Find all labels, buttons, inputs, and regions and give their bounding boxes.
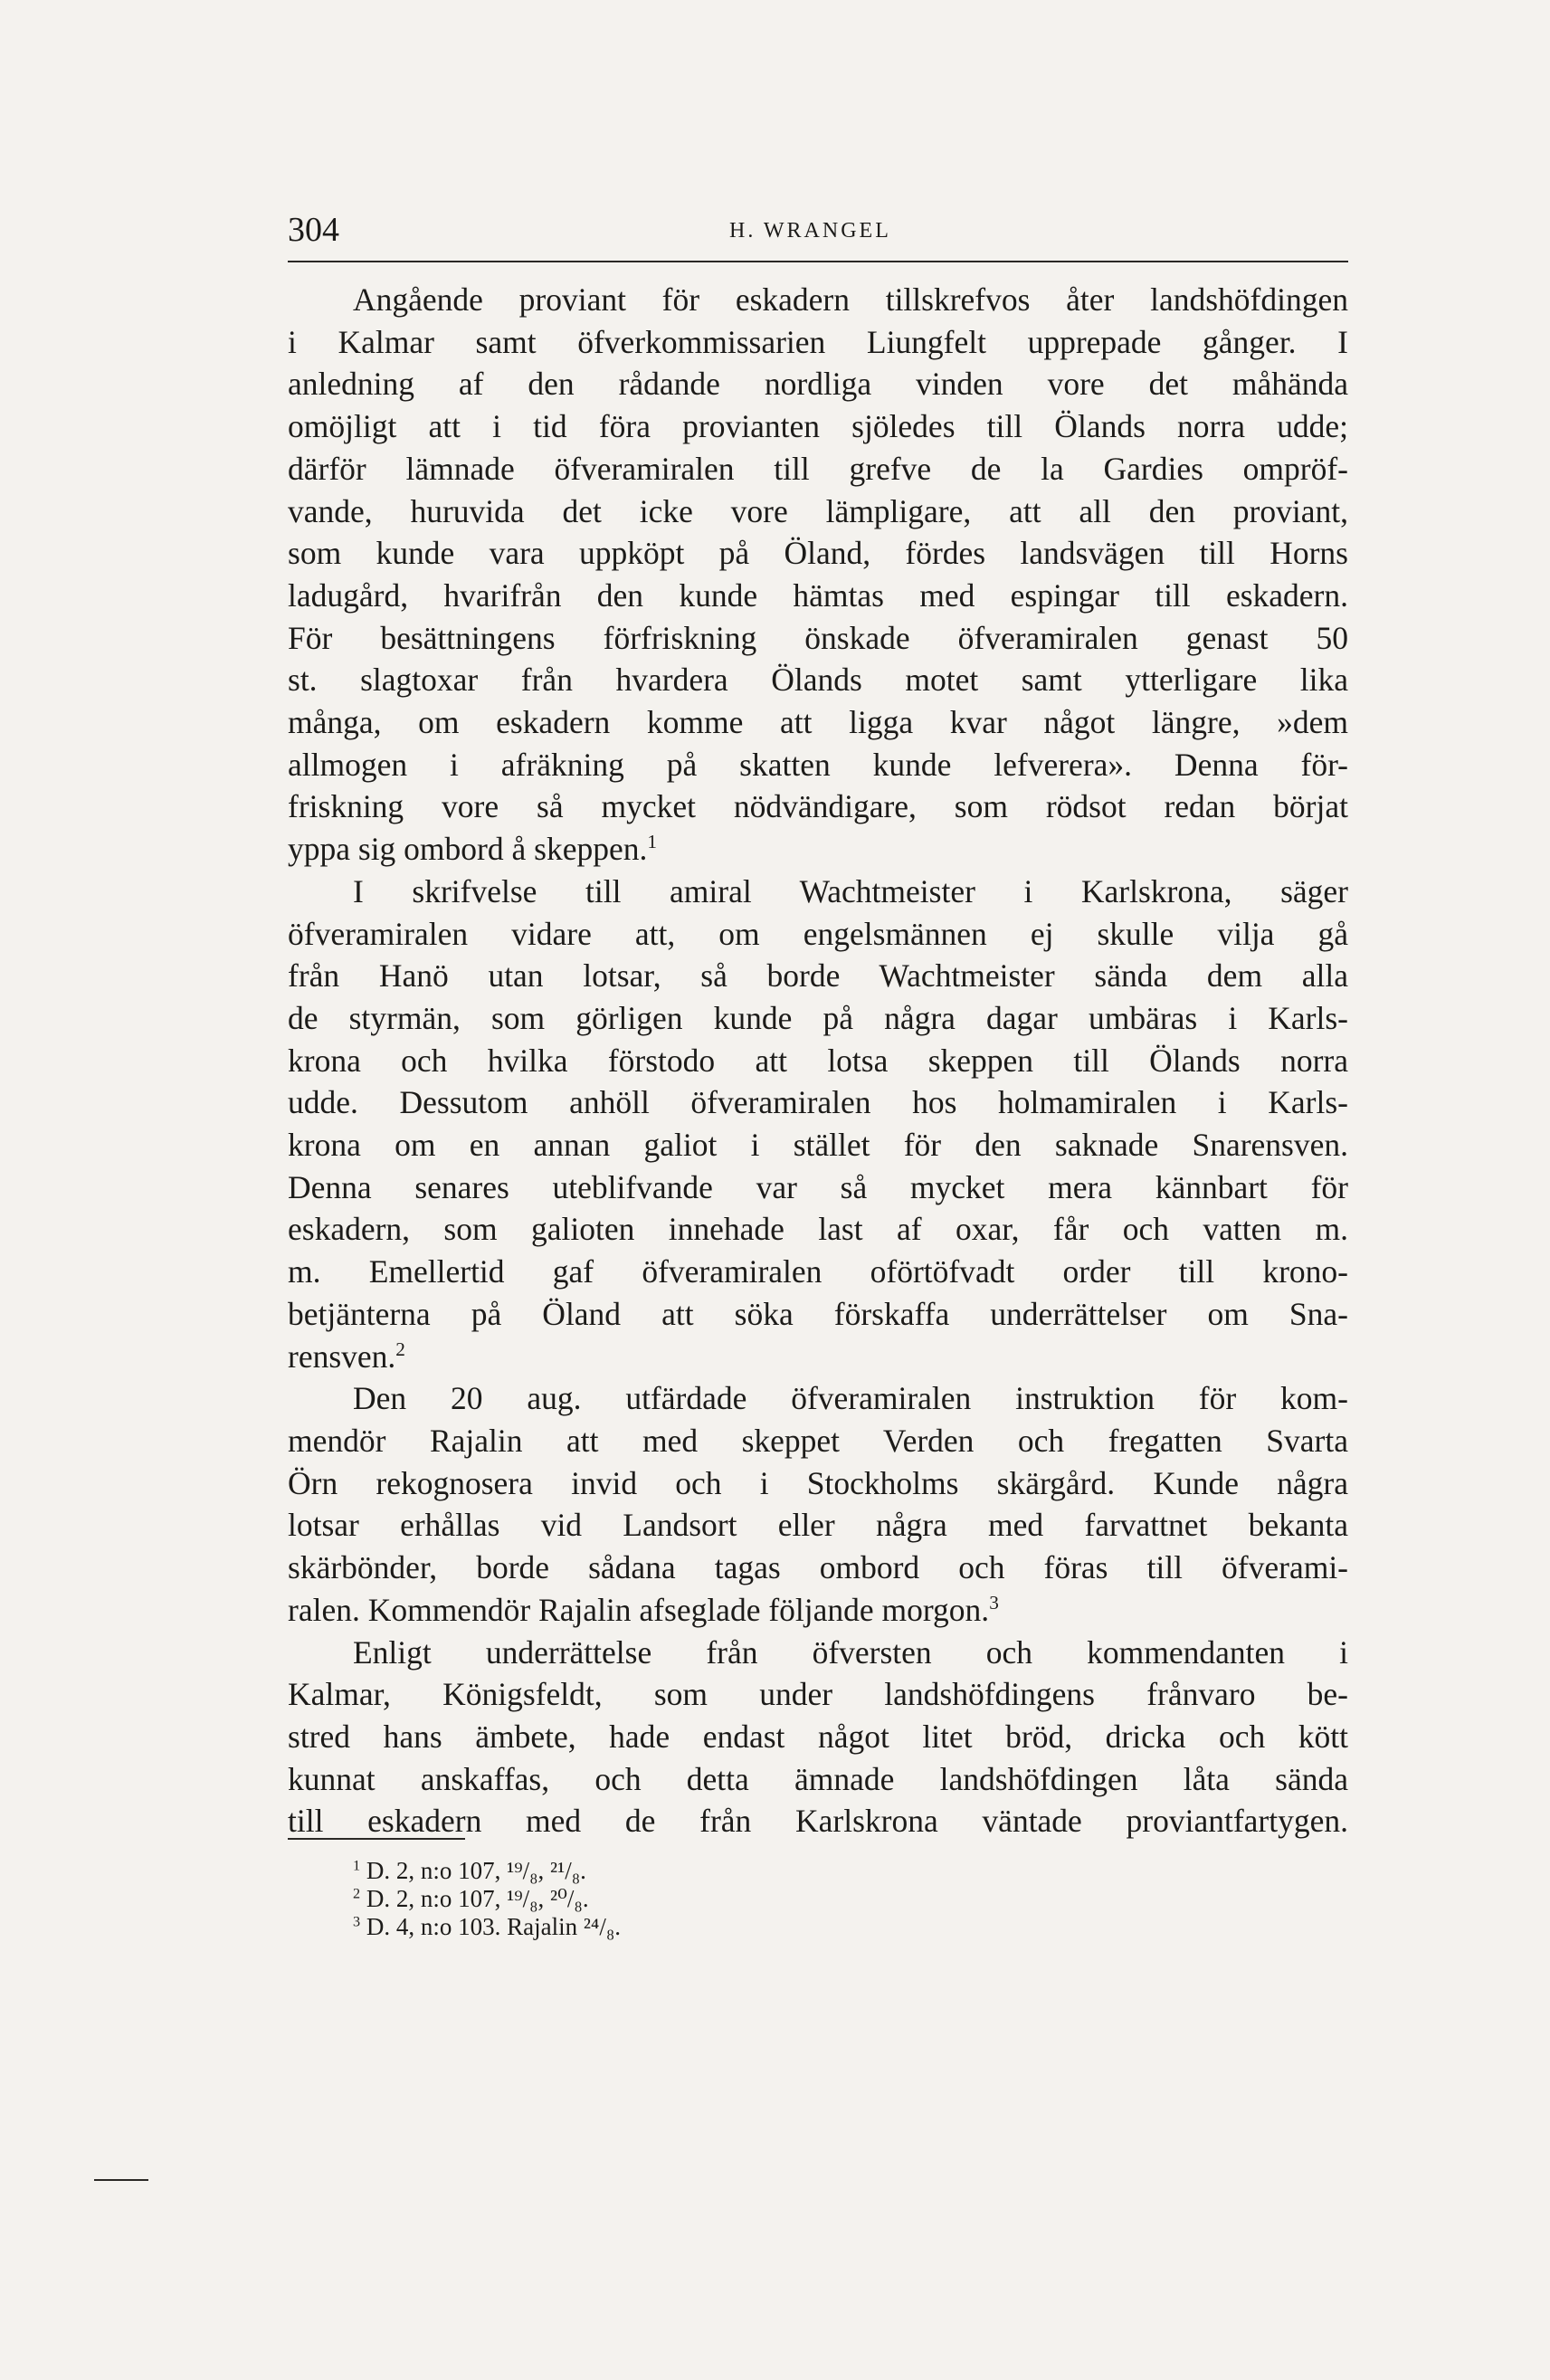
body-line xyxy=(288,1504,1348,1547)
body-line-text: många, om eskadern komme att ligga kvar något längre, »dem xyxy=(288,704,1348,741)
body-line-text: öfveramiralen vidare att, om engelsmännen ej skulle vilja gå xyxy=(288,915,1348,952)
body-line-text: yppa sig ombord å skeppen. xyxy=(288,831,648,868)
body-line xyxy=(288,1124,1348,1166)
body-line xyxy=(288,279,1348,321)
body-line xyxy=(288,1208,1348,1251)
footnote-rule xyxy=(288,1838,465,1840)
footnote-mark: 3 xyxy=(353,1913,361,1930)
body-line-text: För besättningens förfriskning önskade öfveramiralen genast 50 xyxy=(288,619,1348,656)
body-line-text: Kalmar, Königsfeldt, som under landshöfdingens frånvaro be- xyxy=(288,1676,1348,1713)
body-line xyxy=(288,1462,1348,1505)
body-line xyxy=(288,1673,1348,1716)
body-line xyxy=(288,575,1348,617)
body-line-text: lotsar erhållas vid Landsort eller några med farvattnet bekanta xyxy=(288,1507,1348,1544)
footnotes xyxy=(353,1857,986,1941)
body-line-text: st. slagtoxar från hvardera Ölands motet samt ytterligare lika xyxy=(288,662,1348,699)
body-line xyxy=(288,1377,1348,1420)
body-line xyxy=(288,321,1348,364)
body-line xyxy=(288,701,1348,744)
body-line xyxy=(288,871,1348,913)
footnote-reference: 3 xyxy=(989,1592,999,1614)
body-line-text: de styrmän, som görligen kunde på några dagar umbäras i Karls- xyxy=(288,999,1348,1036)
body-line xyxy=(288,1589,1348,1632)
body-line-text: krona och hvilka förstodo att lotsa skeppen till Ölands norra xyxy=(288,1042,1348,1079)
body-line xyxy=(288,785,1348,828)
body-line-text: omöjligt att i tid föra provianten sjöledes till Ölands norra udde; xyxy=(288,408,1348,445)
body-line xyxy=(288,913,1348,956)
body-line xyxy=(288,448,1348,490)
footnote xyxy=(353,1913,986,1941)
body-line xyxy=(288,1632,1348,1674)
body-line-text: stred hans ämbete, hade endast något litet bröd, dricka och kött xyxy=(288,1718,1348,1755)
body-line xyxy=(288,1547,1348,1589)
body-line-text: udde. Dessutom anhöll öfveramiralen hos holmamiralen i Karls- xyxy=(288,1084,1348,1121)
body-line-text: i Kalmar samt öfverkommissarien Liungfelt upprepade gånger. I xyxy=(288,323,1348,360)
page-number: 304 xyxy=(288,211,339,249)
body-line-text: kunnat anskaffas, och detta ämnade landshöfdingen låta sända xyxy=(288,1760,1348,1797)
body-line-text: som kunde vara uppköpt på Öland, fördes landsvägen till Horns xyxy=(288,535,1348,572)
body-line-text: Angående proviant för eskadern tillskrefvos åter landshöfdingen xyxy=(353,281,1348,318)
body-line-text: från Hanö utan lotsar, så borde Wachtmeister sända dem alla xyxy=(288,957,1348,995)
body-line-text: Den 20 aug. utfärdade öfveramiralen instruktion för kom- xyxy=(353,1380,1348,1417)
footnote-reference: 1 xyxy=(647,831,657,853)
margin-mark xyxy=(94,2179,148,2181)
body-line xyxy=(288,617,1348,660)
header-rule xyxy=(288,261,1348,262)
body-line xyxy=(288,1716,1348,1758)
footnote-mark: 2 xyxy=(353,1885,361,1902)
body-line xyxy=(288,1800,1348,1842)
body-line xyxy=(288,1081,1348,1124)
body-line xyxy=(288,490,1348,533)
footnote-text: D. 2, n:o 107, ¹⁹/₈, ²¹/₈. xyxy=(360,1857,586,1884)
body-line xyxy=(288,532,1348,575)
footnote-text: D. 2, n:o 107, ¹⁹/₈, ²⁰/₈. xyxy=(360,1885,589,1912)
footnote-reference: 2 xyxy=(395,1338,405,1360)
body-line xyxy=(288,1040,1348,1082)
body-line-text: Denna senares uteblifvande var så mycket mera kännbart för xyxy=(288,1168,1348,1205)
body-line xyxy=(288,828,1348,871)
body-line-text: skärbönder, borde sådana tagas ombord och föras till öfverami- xyxy=(288,1549,1348,1586)
body-line xyxy=(288,955,1348,997)
body-line-text: krona om en annan galiot i stället för den saknade Snarensven. xyxy=(288,1127,1348,1164)
body-line xyxy=(288,997,1348,1040)
body-line xyxy=(288,1166,1348,1209)
body-line-text: rensven. xyxy=(288,1338,396,1375)
body-line xyxy=(288,1336,1348,1378)
body-line-text: Örn rekognosera invid och i Stockholms skärgård. Kunde några xyxy=(288,1464,1348,1501)
body-line xyxy=(288,405,1348,448)
body-line-text: anledning af den rådande nordliga vinden vore det måhända xyxy=(288,366,1348,403)
footnote-text: D. 4, n:o 103. Rajalin ²⁴/₈. xyxy=(360,1913,621,1940)
body-line xyxy=(288,1293,1348,1336)
body-line xyxy=(288,1251,1348,1293)
running-head: H. WRANGEL xyxy=(729,219,891,243)
body-line-text: mendör Rajalin att med skeppet Verden och fregatten Svarta xyxy=(288,1422,1348,1459)
footnote-mark: 1 xyxy=(353,1857,361,1874)
body-line-text: m. Emellertid gaf öfveramiralen oförtöfvadt order till krono- xyxy=(288,1253,1348,1290)
body-line-text: Enligt underrättelse från öfversten och kommendanten i xyxy=(353,1633,1348,1671)
footnote xyxy=(353,1857,986,1885)
body-line-text: ladugård, hvarifrån den kunde hämtas med espingar till eskadern. xyxy=(288,576,1348,614)
body-line xyxy=(288,659,1348,701)
footnote xyxy=(353,1885,986,1913)
body-line xyxy=(288,1420,1348,1462)
body-line-text: betjänterna på Öland att söka förskaffa underrättelser om Sna- xyxy=(288,1295,1348,1332)
body-line-text: ralen. Kommendör Rajalin afseglade följande morgon. xyxy=(288,1591,990,1628)
body-line xyxy=(288,744,1348,786)
body-text xyxy=(288,279,1348,1842)
page-header xyxy=(288,210,1348,257)
body-line xyxy=(288,1758,1348,1801)
body-line-text: allmogen i afräkning på skatten kunde lefverera». Denna för- xyxy=(288,746,1348,783)
body-line xyxy=(288,363,1348,405)
body-line-text: därför lämnade öfveramiralen till grefve de la Gardies ompröf- xyxy=(288,450,1348,487)
body-line-text: eskadern, som galioten innehade last af oxar, får och vatten m. xyxy=(288,1211,1348,1248)
body-line-text: vande, huruvida det icke vore lämpligare, att all den proviant, xyxy=(288,492,1348,529)
body-line-text: till eskadern med de från Karlskrona väntade proviantfartygen. xyxy=(288,1803,1348,1840)
body-line-text: friskning vore så mycket nödvändigare, som rödsot redan börjat xyxy=(288,788,1348,825)
body-line-text: I skrifvelse till amiral Wachtmeister i Karlskrona, säger xyxy=(353,872,1348,909)
